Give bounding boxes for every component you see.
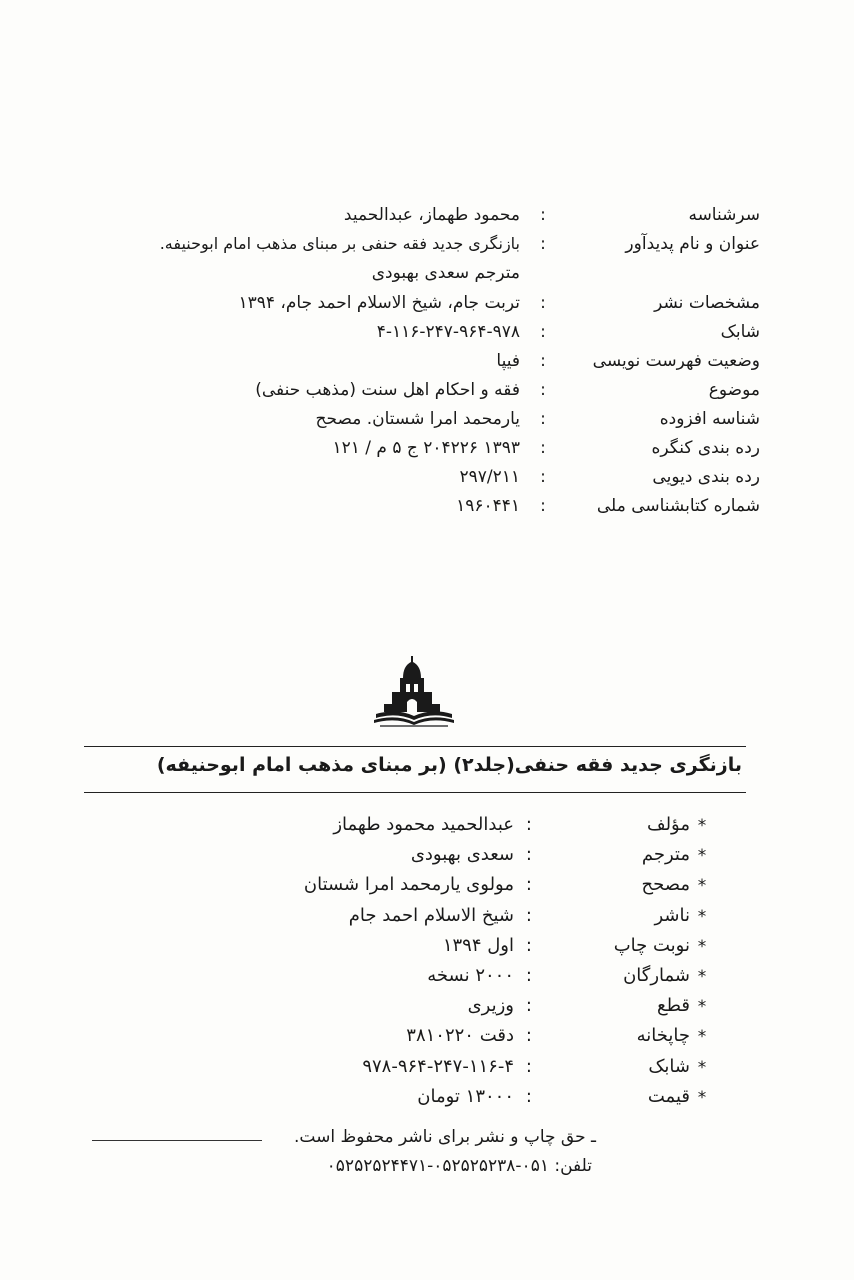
copyright-notice: ـ حق چاپ و نشر برای ناشر محفوظ است.	[294, 1127, 596, 1147]
phone-line	[327, 1156, 592, 1176]
detail-label: مؤلف	[646, 814, 690, 835]
cip-value: فیپا	[496, 351, 520, 371]
title-rule-bottom	[84, 792, 746, 793]
bullet-star-icon: *	[697, 966, 707, 987]
cip-row-isbn	[70, 322, 770, 351]
detail-value: دقت ۳۸۱۰۲۲۰	[406, 1025, 514, 1047]
detail-value: مولوی یارمحمد امرا شستان	[303, 874, 514, 896]
phone-label: تلفن:	[554, 1156, 592, 1176]
copyright-divider	[92, 1140, 262, 1141]
detail-value: شیخ الاسلام احمد جام	[348, 904, 514, 926]
cip-label: وضعیت فهرست نویسی	[592, 351, 760, 371]
bullet-star-icon: *	[697, 1087, 707, 1108]
detail-colon: :	[525, 844, 532, 866]
detail-value: ۹۷۸-۹۶۴-۲۴۷-۱۱۶-۴	[362, 1055, 514, 1077]
cip-label: شناسه افزوده	[659, 409, 760, 429]
cip-label: شابک	[720, 322, 760, 342]
cip-row-publication	[70, 293, 770, 322]
cip-label: مشخصات نشر	[654, 293, 760, 313]
cip-colon: :	[540, 380, 546, 400]
cip-label: موضوع	[708, 380, 760, 400]
detail-label: مترجم	[641, 844, 690, 866]
detail-row-publisher	[180, 905, 710, 935]
detail-value: اول ۱۳۹۴	[442, 934, 514, 956]
detail-label: نوبت چاپ	[613, 934, 690, 956]
detail-value: وزیری	[467, 995, 514, 1017]
cip-label: رده بندی کنگره	[651, 438, 760, 458]
detail-row-editor	[180, 874, 710, 904]
bullet-star-icon: *	[697, 1027, 707, 1048]
detail-row-print-run	[180, 965, 710, 995]
detail-value: ۱۳۰۰۰ تومان	[417, 1085, 514, 1107]
cip-block	[70, 205, 770, 525]
detail-colon: :	[525, 874, 532, 896]
cip-value: مترجم سعدی بهبودی	[371, 263, 520, 283]
detail-row-translator	[180, 844, 710, 874]
cip-colon: :	[540, 322, 546, 342]
detail-label: ناشر	[654, 904, 690, 926]
cip-value: ۱۳۹۳ ۲۰۴۲۲۶ ج ۵ م / ۱۲۱	[332, 438, 520, 458]
cip-colon: :	[540, 467, 546, 487]
cip-value: تربت جام، شیخ الاسلام احمد جام، ۱۳۹۴	[238, 293, 520, 313]
title-rule-top	[84, 746, 746, 747]
detail-row-printer	[180, 1025, 710, 1055]
detail-label: چاپخانه	[636, 1025, 690, 1047]
cip-row-added-entry	[70, 409, 770, 438]
detail-label: شابک	[648, 1055, 690, 1077]
cip-value: ۲۹۷/۲۱۱	[459, 467, 520, 487]
publisher-logo-icon	[370, 652, 460, 730]
cip-value: بازنگری جدید فقه حنفی بر مبنای مذهب امام ابوحنیفه.	[159, 234, 520, 253]
detail-colon: :	[525, 964, 532, 986]
detail-row-isbn	[180, 1056, 710, 1086]
detail-colon: :	[525, 995, 532, 1017]
detail-colon: :	[525, 1085, 532, 1107]
cip-label: شماره کتابشناسی ملی	[596, 496, 760, 516]
cip-row-subject	[70, 380, 770, 409]
bullet-star-icon: *	[697, 997, 707, 1018]
bullet-star-icon: *	[697, 876, 707, 897]
detail-value: سعدی بهبودی	[410, 844, 514, 866]
detail-row-price	[180, 1086, 710, 1116]
bullet-star-icon: *	[697, 906, 707, 927]
bullet-star-icon: *	[697, 936, 707, 957]
detail-colon: :	[525, 814, 532, 835]
detail-label: قیمت	[647, 1085, 690, 1107]
cip-row-title-continued	[70, 263, 770, 293]
cip-row-title	[70, 234, 770, 263]
cip-colon: :	[540, 496, 546, 516]
bullet-star-icon: *	[697, 1057, 707, 1078]
cip-value: محمود طهماز، عبدالحمید	[343, 205, 520, 225]
cip-colon: :	[540, 234, 546, 254]
detail-label: قطع	[657, 995, 690, 1017]
cip-row-heading	[70, 205, 770, 234]
detail-row-author	[180, 814, 710, 844]
detail-label: شمارگان	[623, 964, 690, 986]
phone-number: ۰۵۲۵۲۵۲۴۴۷۱-۰۵۲۵۲۵۲۳۸-۰۵۱	[326, 1156, 549, 1176]
detail-row-format	[180, 995, 710, 1025]
cip-colon: :	[540, 205, 546, 225]
detail-label: مصحح	[641, 874, 690, 896]
cip-label: عنوان و نام پدیدآور	[625, 234, 760, 254]
detail-colon: :	[525, 934, 532, 956]
cip-colon: :	[540, 351, 546, 371]
cip-label: رده بندی دیویی	[652, 467, 760, 487]
cip-value: ۱۹۶۰۴۴۱	[456, 496, 520, 516]
detail-colon: :	[525, 904, 532, 926]
cip-colon: :	[540, 409, 546, 429]
detail-colon: :	[525, 1055, 532, 1077]
bullet-star-icon: *	[697, 846, 707, 867]
cip-value: فقه و احکام اهل سنت (مذهب حنفی)	[255, 380, 520, 400]
detail-value: ۲۰۰۰ نسخه	[427, 964, 514, 986]
detail-row-edition	[180, 935, 710, 965]
detail-colon: :	[525, 1025, 532, 1047]
detail-value: عبدالحمید محمود طهماز	[333, 814, 514, 835]
cip-row-catalog-status	[70, 351, 770, 380]
book-title: بازنگری جدید فقه حنفی(جلد۲) (بر مبنای مذهب امام ابوحنیفه)	[156, 754, 742, 776]
cip-row-national-bibliography	[70, 496, 770, 525]
cip-label: سرشناسه	[688, 205, 760, 225]
cip-value: یارمحمد امرا شستان. مصحح	[315, 409, 520, 429]
cip-row-dewey-class	[70, 467, 770, 496]
book-details	[180, 814, 710, 1116]
cip-row-congress-class	[70, 438, 770, 467]
cip-value: ۴-۱۱۶-۲۴۷-۹۶۴-۹۷۸	[376, 322, 520, 342]
cip-colon: :	[540, 293, 546, 313]
bullet-star-icon: *	[697, 816, 707, 836]
cip-colon: :	[540, 438, 546, 458]
